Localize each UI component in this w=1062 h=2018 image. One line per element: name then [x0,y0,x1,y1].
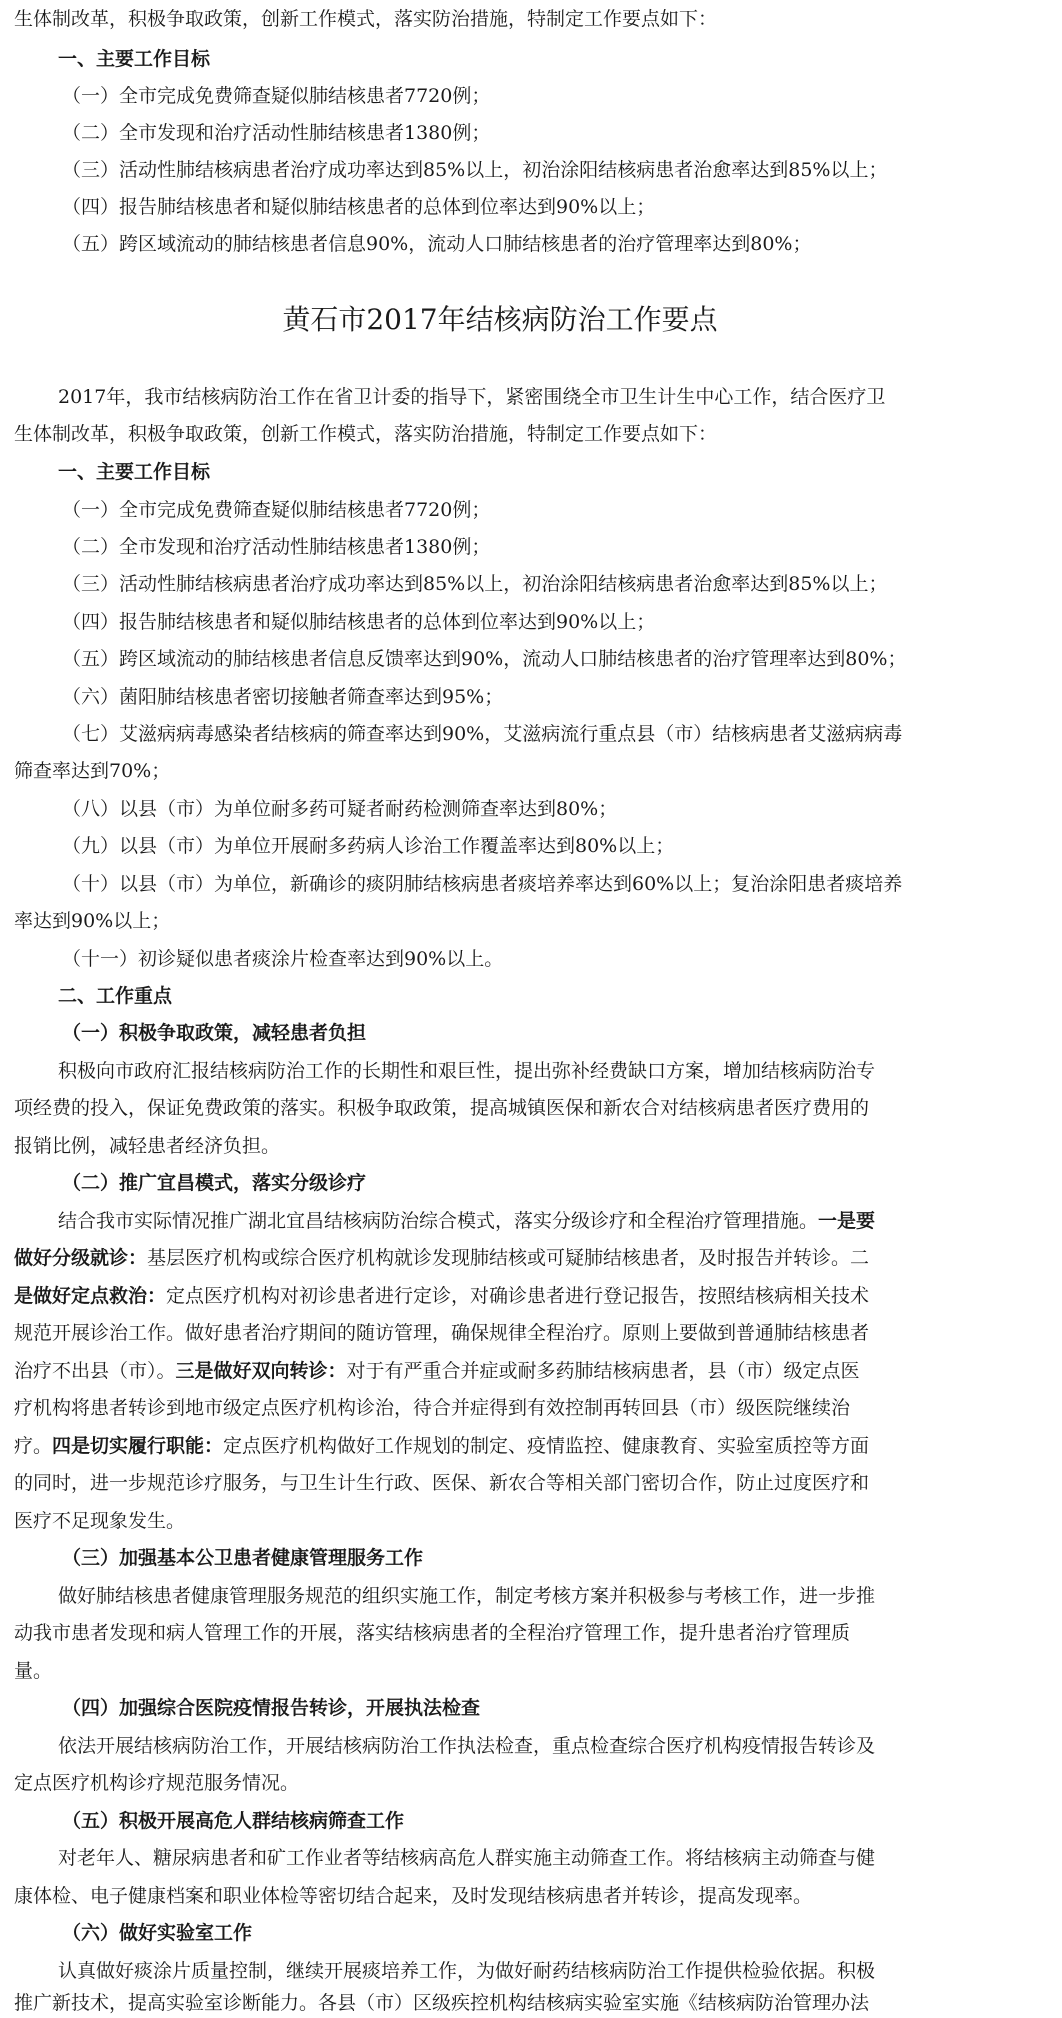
section-heading: 一、主要工作目标 [58,461,211,483]
paragraph-line: 治疗不出县（市）。三是做好双向转诊：对于有严重合并症或耐多药肺结核病患者，县（市）级定点医 [14,1360,860,1382]
goal-item: （六）菌阳肺结核患者密切接触者筛查率达到95%； [62,686,504,708]
paragraph-line: 康体检、电子健康档案和职业体检等密切结合起来，及时发现结核病患者并转诊，提高发现率。 [14,1885,813,1907]
paragraph-line: 定点医疗机构诊疗规范服务情况。 [14,1772,300,1794]
goal-item: （四）报告肺结核患者和疑似肺结核患者的总体到位率达到90%以上； [62,196,656,218]
section-heading: 一、主要工作目标 [58,48,211,70]
goal-item: （二）全市发现和治疗活动性肺结核患者1380例； [62,122,491,144]
goal-item: （七）艾滋病病毒感染者结核病的筛查率达到90%，艾滋病流行重点县（市）结核病患者艾滋病病毒 [62,723,903,745]
paragraph-line: 项经费的投入，保证免费政策的落实。积极争取政策，提高城镇医保和新农合对结核病患者医疗费用的 [14,1097,870,1119]
goal-item: （三）活动性肺结核病患者治疗成功率达到85%以上，初治涂阳结核病患者治愈率达到85%以上； [62,573,888,595]
intro-tail: 生体制改革，积极争取政策，创新工作模式，落实防治措施，特制定工作要点如下： [14,8,718,30]
subsection-heading: （二）推广宜昌模式，落实分级诊疗 [62,1172,367,1194]
goal-item-continued: 筛查率达到70%； [14,760,171,782]
goal-item: （五）跨区域流动的肺结核患者信息反馈率达到90%，流动人口肺结核患者的治疗管理率达到80%； [62,648,907,670]
goal-item: （四）报告肺结核患者和疑似肺结核患者的总体到位率达到90%以上； [62,611,656,633]
goal-item: （八）以县（市）为单位耐多药可疑者耐药检测筛查率达到80%； [62,798,618,820]
goal-item-continued: 率达到90%以上； [14,910,171,932]
paragraph-line: 是做好定点救治：定点医疗机构对初诊患者进行定诊，对确诊患者进行登记报告，按照结核病相关技术 [14,1285,870,1307]
paragraph-line: 依法开展结核病防治工作，开展结核病防治工作执法检查，重点检查综合医疗机构疫情报告转诊及 [58,1735,876,1757]
subsection-heading: （三）加强基本公卫患者健康管理服务工作 [62,1547,424,1569]
intro-line: 2017年，我市结核病防治工作在省卫计委的指导下，紧密围绕全市卫生计生中心工作，结合医疗卫 [58,386,886,408]
subsection-heading: （一）积极争取政策，减轻患者负担 [62,1022,367,1044]
paragraph-line: 认真做好痰涂片质量控制，继续开展痰培养工作，为做好耐药结核病防治工作提供检验依据。积极 [58,1960,876,1982]
paragraph-line: 报销比例，减轻患者经济负担。 [14,1135,281,1157]
paragraph-line: 疗机构将患者转诊到地市级定点医疗机构诊治，待合并症得到有效控制再转回县（市）级医院继续治 [14,1397,851,1419]
paragraph-line: 积极向市政府汇报结核病防治工作的长期性和艰巨性，提出弥补经费缺口方案，增加结核病防治专 [58,1060,876,1082]
paragraph-line: 做好分级就诊：基层医疗机构或综合医疗机构就诊发现肺结核或可疑肺结核患者，及时报告并转诊。二 [14,1247,870,1269]
goal-item: （十一）初诊疑似患者痰涂片检查率达到90%以上。 [62,948,504,970]
goal-item: （一）全市完成免费筛查疑似肺结核患者7720例； [62,85,491,107]
paragraph-line: 的同时，进一步规范诊疗服务，与卫生计生行政、医保、新农合等相关部门密切合作，防止过度医疗和 [14,1472,870,1494]
goal-item: （三）活动性肺结核病患者治疗成功率达到85%以上，初治涂阳结核病患者治愈率达到85%以上； [62,159,888,181]
paragraph-line: 量。 [14,1660,53,1682]
section-heading: 二、工作重点 [58,985,173,1007]
subsection-heading: （五）积极开展高危人群结核病筛查工作 [62,1810,405,1832]
subsection-heading: （四）加强综合医院疫情报告转诊，开展执法检查 [62,1697,481,1719]
intro-line: 生体制改革，积极争取政策，创新工作模式，落实防治措施，特制定工作要点如下： [14,423,718,445]
paragraph-line: 推广新技术，提高实验室诊断能力。各县（市）区级疾控机构结核病实验室实施《结核病防治管理办法 [14,1992,870,2014]
paragraph-line: 做好肺结核患者健康管理服务规范的组织实施工作，制定考核方案并积极参与考核工作，进一步推 [58,1585,876,1607]
goal-item: （九）以县（市）为单位开展耐多药病人诊治工作覆盖率达到80%以上； [62,835,675,857]
paragraph-line: 动我市患者发现和病人管理工作的开展，落实结核病患者的全程治疗管理工作，提升患者治疗管理质 [14,1622,851,1644]
goal-item: （五）跨区域流动的肺结核患者信息90%，流动人口肺结核患者的治疗管理率达到80%； [62,233,812,255]
paragraph-line: 规范开展诊治工作。做好患者治疗期间的随访管理，确保规律全程治疗。原则上要做到普通肺结核患者 [14,1322,870,1344]
paragraph-line: 对老年人、糖尿病患者和矿工作业者等结核病高危人群实施主动筛查工作。将结核病主动筛查与健 [58,1847,876,1869]
document-title: 黄石市2017年结核病防治工作要点 [282,303,718,336]
subsection-heading: （六）做好实验室工作 [62,1922,253,1944]
goal-item: （二）全市发现和治疗活动性肺结核患者1380例； [62,536,491,558]
paragraph-line: 结合我市实际情况推广湖北宜昌结核病防治综合模式，落实分级诊疗和全程治疗管理措施。一是要 [58,1210,876,1232]
paragraph-line: 医疗不足现象发生。 [14,1510,186,1532]
paragraph-line: 疗。四是切实履行职能：定点医疗机构做好工作规划的制定、疫情监控、健康教育、实验室质控等方面 [14,1435,870,1457]
goal-item: （一）全市完成免费筛查疑似肺结核患者7720例； [62,499,491,521]
goal-item: （十）以县（市）为单位，新确诊的痰阴肺结核病患者痰培养率达到60%以上；复治涂阳患者痰培养 [62,873,903,895]
